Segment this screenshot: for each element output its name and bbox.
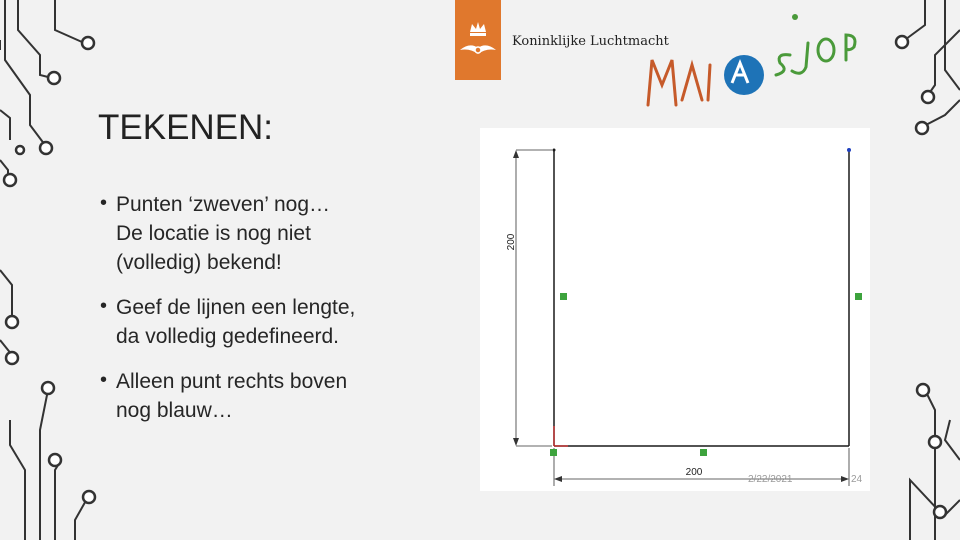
vertical-constraint-icon: [855, 293, 862, 300]
slide-date: 2/22/2021: [748, 474, 793, 485]
bullet-line: • Geef de lijnen een lengte,: [116, 296, 356, 319]
slide-number: 24: [851, 474, 863, 485]
sketch-drawing: [480, 128, 870, 491]
bullet-item: [100, 190, 420, 277]
air-force-emblem: [455, 0, 501, 80]
horizontal-dimension-label: 200: [685, 467, 703, 478]
horizontal-constraint-icon: [700, 449, 707, 456]
bullet-line: De locatie is nog niet: [116, 222, 311, 245]
bullet-line: nog blauw…: [116, 399, 233, 422]
maker-logo: [640, 5, 870, 115]
fixed-constraint-icon: [550, 449, 557, 456]
org-name: Koninklijke Luchtmacht: [512, 34, 669, 49]
cad-sketch: [480, 128, 870, 491]
blue-endpoint: [847, 148, 851, 152]
bullet-line: (volledig) bekend!: [116, 251, 282, 274]
bullet-line: • Alleen punt rechts boven: [116, 370, 348, 393]
bullet-line: da volledig gedefineerd.: [116, 325, 340, 348]
bullet-item: [100, 293, 420, 351]
slide-title: TEKENEN:: [98, 108, 274, 147]
crown-wings-icon: [458, 10, 498, 70]
vertical-dimension-label: 200: [506, 233, 517, 251]
bullet-item: [100, 367, 420, 425]
vertical-constraint-icon: [560, 293, 567, 300]
bullet-line: • Punten ‘zweven’ nog…: [116, 193, 331, 216]
bullet-list: [100, 190, 420, 441]
